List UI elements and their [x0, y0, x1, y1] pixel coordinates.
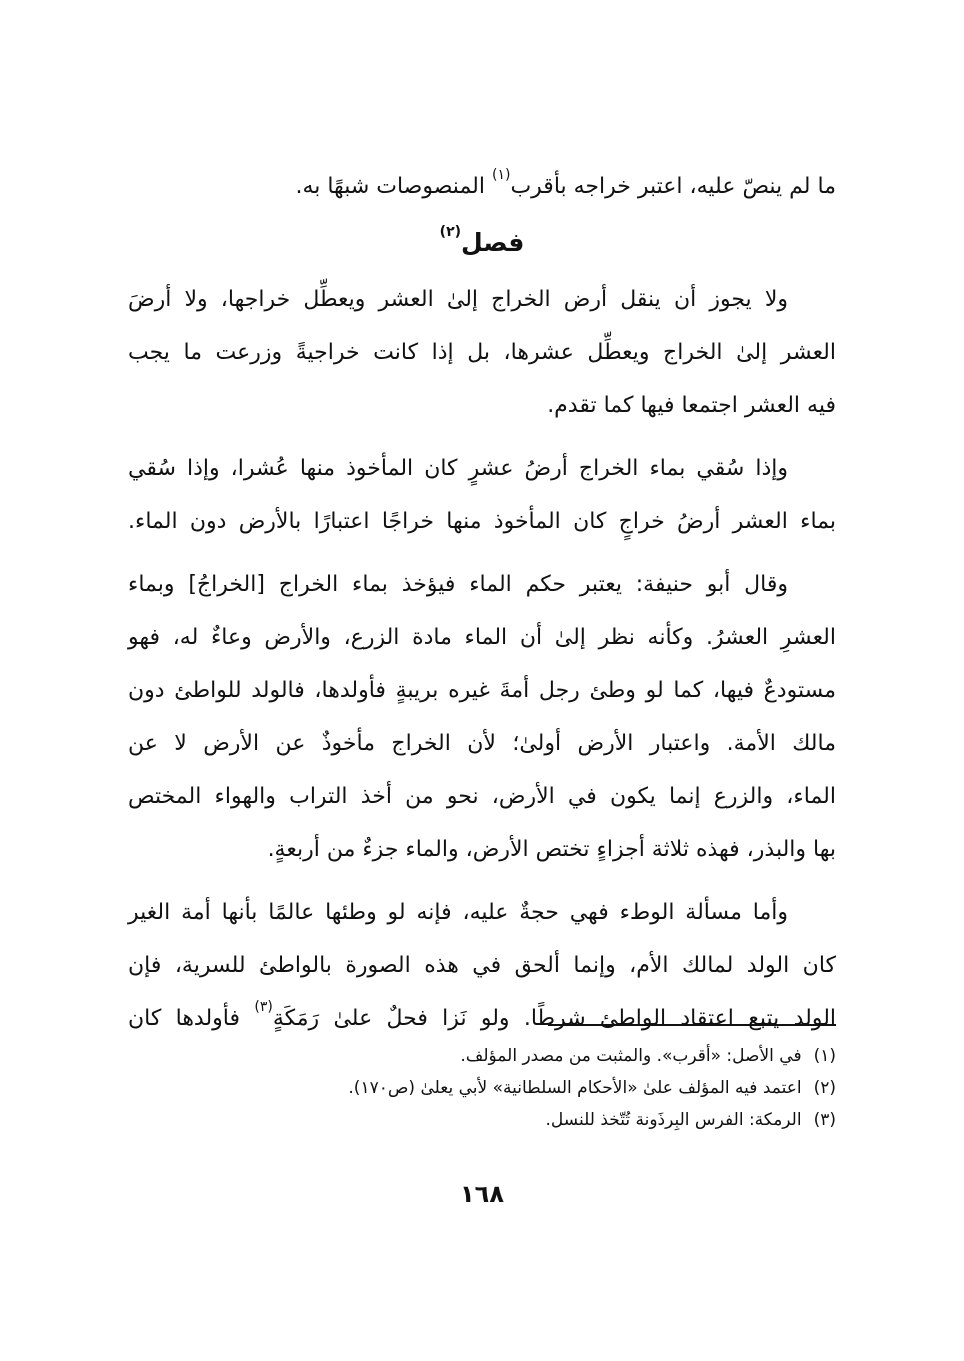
page-number: ١٦٨	[460, 1180, 504, 1208]
footnote-text: في الأصل: «أقرب». والمثبت من مصدر المؤلف.	[460, 1046, 802, 1066]
footnote-item	[128, 1104, 836, 1136]
footnotes	[128, 1040, 836, 1136]
footnote-item	[128, 1072, 836, 1104]
footnote-number: (١)	[813, 1046, 836, 1066]
text-line: الولد يتبع اعتقاد الواطئ شرطًا. ولو نَزا فحلٌ علىٰ رَمَكَةٍ$^{(٣)}$ فأولدها كان	[128, 998, 837, 1031]
footnote-ref-1[interactable]: (١)	[491, 166, 511, 183]
text-line: مستودعٌ فيها، كما لو وطئ رجل أمةَ غيره بريبةٍ فأولدها، فالولد للواطئ دون	[128, 678, 836, 703]
footnote-text: الرمكة: الفرس البِرذَونة تُتّخذ للنسل.	[545, 1110, 802, 1130]
footnote-number: (٢)	[813, 1078, 836, 1098]
footnote-text: اعتمد فيه المؤلف علىٰ «الأحكام السلطانية» لأبي يعلىٰ (ص١٧٠).	[348, 1078, 802, 1098]
intro-line: ما لم ينصّ عليه، اعتبر خراجه بأقرب$^{(١)}$ المنصوصات شبهًا به.	[295, 166, 836, 199]
text-line: بها والبذر، فهذه ثلاثة أجزاءٍ تختص الأرض، والماء جزءٌ من أربعةٍ.	[267, 837, 836, 862]
text-line: ولا يجوز أن ينقل أرض الخراج إلىٰ العشر ويعطِّل خراجها، ولا أرضَ	[128, 287, 788, 312]
text-line: كان الولد لمالك الأم، وإنما ألحق في هذه الصورة بالواطئ للسرية، فإن	[128, 953, 836, 978]
text-line: وقال أبو حنيفة: يعتبر حكم الماء فيؤخذ بماء الخراج [الخراجُ] وبماء	[128, 572, 788, 597]
footnote-ref-2[interactable]: (٢)	[439, 223, 462, 240]
paragraph	[128, 558, 836, 876]
footnote-number: (٣)	[813, 1110, 836, 1130]
paragraph	[128, 442, 836, 548]
text-line: وإذا سُقي بماء الخراج أرضُ عشرٍ كان المأخوذ منها عُشرا، وإذا سُقي	[128, 456, 788, 481]
footnote-item	[128, 1040, 836, 1072]
text-line: وأما مسألة الوطء فهي حجةٌ عليه، فإنه لو وطئها عالمًا بأنها أمة الغير	[128, 900, 788, 925]
text-line: الماء، والزرع إنما يكون في الأرض، نحو من أخذ التراب والهواء المختص	[128, 784, 836, 809]
text-line: فيه العشر اجتمعا فيها كما تقدم.	[547, 393, 836, 418]
text-line: العشرِ العشرُ. وكأنه نظر إلىٰ أن الماء مادة الزرع، والأرض وعاءٌ له، فهو	[128, 625, 836, 650]
paragraph	[128, 273, 836, 432]
section-heading: فصل$^{(٢)}$	[439, 223, 525, 257]
text-line: مالك الأمة. واعتبار الأرض أولىٰ؛ لأن الخراج مأخوذٌ عن الأرض لا عن	[128, 731, 836, 756]
text-line: العشر إلىٰ الخراج ويعطِّل عشرها، بل إذا كانت خراجيةً وزرعت ما يجب	[128, 340, 836, 365]
text-line: بماء العشر أرضُ خراجٍ كان المأخوذ منها خراجًا اعتبارًا بالأرض دون الماء.	[128, 509, 836, 534]
page-body	[128, 160, 836, 1045]
footnote-divider	[548, 1024, 836, 1026]
footnote-ref-3[interactable]: (٣)	[254, 998, 273, 1015]
paragraph	[128, 886, 836, 1045]
